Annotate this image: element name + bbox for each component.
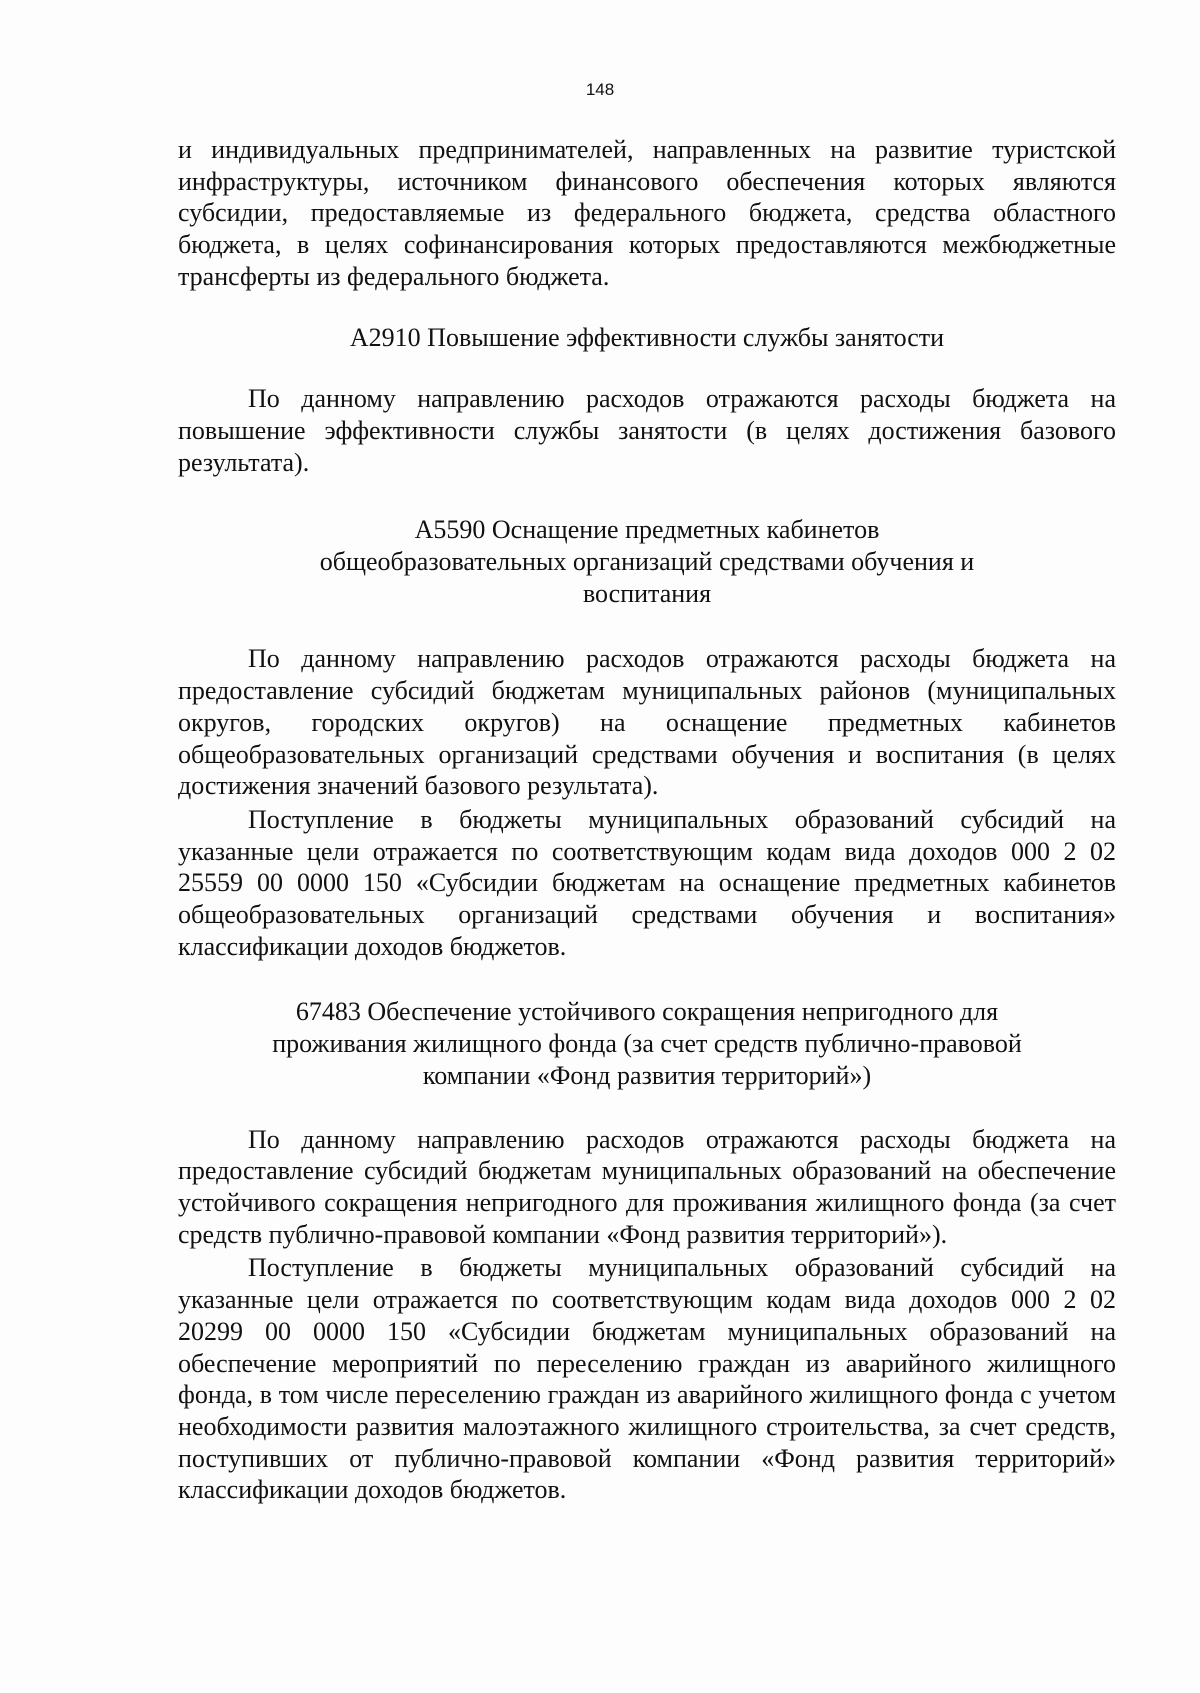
- section-heading-a2910: А2910 Повышение эффективности службы занятости: [349, 322, 945, 352]
- document-body: [178, 134, 1116, 1506]
- section-67483-paragraph-2: Поступление в бюджеты муниципальных образований субсидий на указанные цели отражается по соответствующим кодам вида доходов 000 2 02 20299 00 0000 150 «Субсидии бюджетам муниципальных образований на обеспечение мероприятий по переселению граждан из аварийного жилищного фонда, в том числе переселению граждан из аварийного жилищного фонда с учетом необходимости развития малоэтажного жилищного строительства, за счет средств, поступивших от публично-правовой компании «Фонд развития территорий» классификации доходов бюджетов.: [178, 1253, 1116, 1505]
- section-heading-a5590: А5590 Оснащение предметных кабинетов общеобразовательных организаций средствами обучения и воспитания: [319, 515, 975, 608]
- continuation-paragraph: и индивидуальных предпринимателей, направленных на развитие туристской инфраструктуры, источником финансового обеспечения которых являются субсидии, предоставляемые из федерального бюджета, средства областного бюджета, в целях софинансирования которых предоставляются межбюджетные трансферты из федерального бюджета.: [178, 135, 1116, 291]
- section-a2910-paragraph-1: По данному направлению расходов отражаются расходы бюджета на повышение эффективности службы занятости (в целях достижения базового результата).: [178, 384, 1116, 477]
- section-heading-67483: 67483 Обеспечение устойчивого сокращения непригодного для проживания жилищного фонда (за счет средств публично-правовой компании «Фонд развития территорий»): [272, 997, 1022, 1090]
- section-67483-paragraph-1: По данному направлению расходов отражаются расходы бюджета на предоставление субсидий бюджетам муниципальных образований на обеспечение устойчивого сокращения непригодного для проживания жилищного фонда (за счет средств публично-правовой компании «Фонд развития территорий»).: [178, 1124, 1116, 1249]
- page-number: 148: [585, 80, 615, 99]
- section-a5590-paragraph-1: По данному направлению расходов отражаются расходы бюджета на предоставление субсидий бюджетам муниципальных районов (муниципальных округов, городских округов) на оснащение предметных кабинетов общеобразовательных организаций средствами обучения и воспитания (в целях достижения значений базового результата).: [178, 644, 1116, 801]
- section-a5590-paragraph-2: Поступление в бюджеты муниципальных образований субсидий на указанные цели отражается по соответствующим кодам вида доходов 000 2 02 25559 00 0000 150 «Субсидии бюджетам на оснащение предметных кабинетов общеобразовательных организаций средствами обучения и воспитания» классификации доходов бюджетов.: [178, 804, 1116, 961]
